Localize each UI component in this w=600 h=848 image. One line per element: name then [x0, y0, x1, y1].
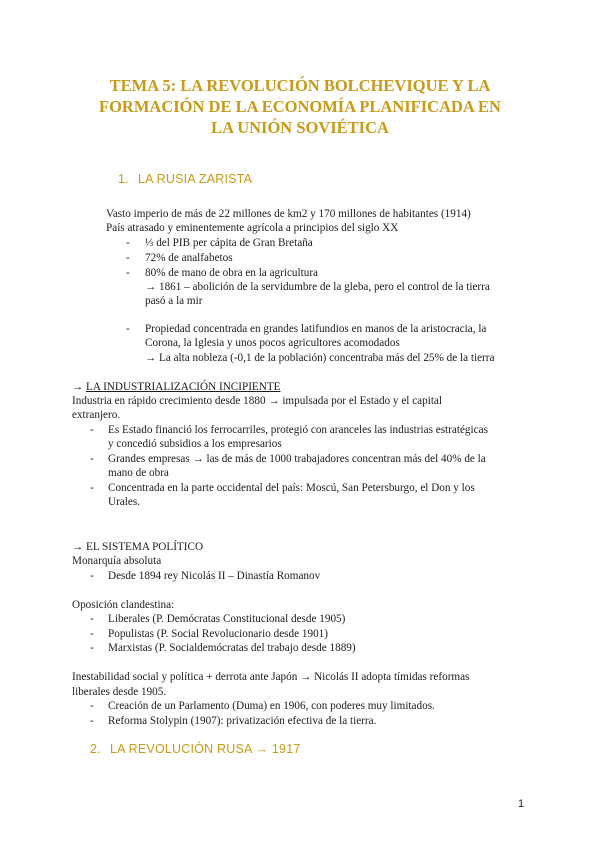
bullet-text: Marxistas (P. Socialdemócratas del trabajo desde 1889) — [108, 642, 356, 654]
paragraph-line: Inestabilidad social y política + derrota ante Japón → Nicolás II adopta tímidas reformas — [72, 671, 470, 683]
page-number: 1 — [518, 798, 525, 810]
bullet-text: Populistas (P. Social Revolucionario desde 1901) — [108, 628, 328, 640]
bullet-dash: - — [90, 642, 94, 654]
bullet-subtext: → La alta nobleza (-0,1 de la población) concentraba más del 25% de la tierra — [145, 352, 495, 364]
paragraph-line: País atrasado y eminentemente agrícola a principios del siglo XX — [106, 222, 399, 234]
section-1-number: 1. — [118, 172, 129, 186]
bullet-dash: - — [90, 715, 94, 727]
bullet-dash: - — [90, 453, 94, 465]
bullet-dash: - — [90, 628, 94, 640]
paragraph-line: Vasto imperio de más de 22 millones de km2 y 170 millones de habitantes (1914) — [106, 208, 471, 220]
paragraph-line: Industria en rápido crecimiento desde 1880 → impulsada por el Estado y el capital — [72, 395, 443, 407]
bullet-dash: - — [126, 323, 130, 335]
title-line-1: TEMA 5: LA REVOLUCIÓN BOLCHEVIQUE Y LA — [109, 76, 491, 95]
paragraph-line: Oposición clandestina: — [72, 599, 175, 611]
bullet-text: Desde 1894 rey Nicolás II – Dinastía Romanov — [108, 570, 321, 582]
bullet-subtext: pasó a la mir — [145, 295, 203, 307]
bullet-text: Corona, la Iglesia y unos pocos agricultores acomodados — [145, 337, 400, 349]
bullet-dash: - — [126, 267, 130, 279]
bullet-text: 72% de analfabetos — [145, 252, 233, 264]
title-line-2: FORMACIÓN DE LA ECONOMÍA PLANIFICADA EN — [99, 97, 501, 116]
title-line-3: LA UNIÓN SOVIÉTICA — [211, 118, 389, 137]
bullet-dash: - — [126, 252, 130, 264]
bullet-text: mano de obra — [108, 467, 169, 479]
document-title — [40, 75, 560, 138]
bullet-text: Urales. — [108, 496, 140, 508]
bullet-text: Creación de un Parlamento (Duma) en 1906, con poderes muy limitados. — [108, 700, 435, 712]
bullet-text: Propiedad concentrada en grandes latifundios en manos de la aristocracia, la — [145, 323, 487, 335]
bullet-dash: - — [90, 482, 94, 494]
bullet-text: Grandes empresas → las de más de 1000 trabajadores concentran más del 40% de la — [108, 453, 486, 465]
bullet-dash: - — [90, 570, 94, 582]
bullet-subtext: → 1861 – abolición de la servidumbre de la gleba, pero el control de la tierra — [145, 281, 490, 293]
paragraph-line: extranjero. — [72, 409, 121, 421]
bullet-text: ⅓ del PIB per cápita de Gran Bretaña — [145, 237, 313, 249]
bullet-text: Liberales (P. Demócratas Constitucional desde 1905) — [108, 613, 346, 625]
bullet-text: y concedió subsidios a los empresarios — [108, 438, 282, 450]
bullet-dash: - — [90, 700, 94, 712]
paragraph-line: liberales desde 1905. — [72, 686, 167, 698]
subheading-sistema-politico: → EL SISTEMA POLÍTICO — [72, 541, 204, 553]
bullet-dash: - — [90, 424, 94, 436]
subheading-industrializacion — [72, 380, 281, 395]
paragraph-line: Monarquía absoluta — [72, 555, 162, 567]
bullet-text: Es Estado financió los ferrocarriles, protegió con aranceles las industrias estratégicas — [108, 424, 488, 436]
subheading-text: LA INDUSTRIALIZACIÓN INCIPIENTE — [85, 381, 281, 393]
bullet-dash: - — [90, 613, 94, 625]
bullet-text: Reforma Stolypin (1907): privatización efectiva de la tierra. — [108, 715, 377, 727]
bullet-text: 80% de mano de obra en la agricultura — [145, 267, 319, 279]
bullet-dash: - — [126, 237, 130, 249]
bullet-text: Concentrada en la parte occidental del país: Moscú, San Petersburgo, el Don y los — [108, 482, 475, 494]
section-2-number: 2. — [90, 742, 101, 756]
section-1-heading: LA RUSIA ZARISTA — [138, 172, 253, 186]
section-2-heading: LA REVOLUCIÓN RUSA → 1917 — [110, 742, 301, 756]
arrow-icon: → — [72, 381, 84, 393]
